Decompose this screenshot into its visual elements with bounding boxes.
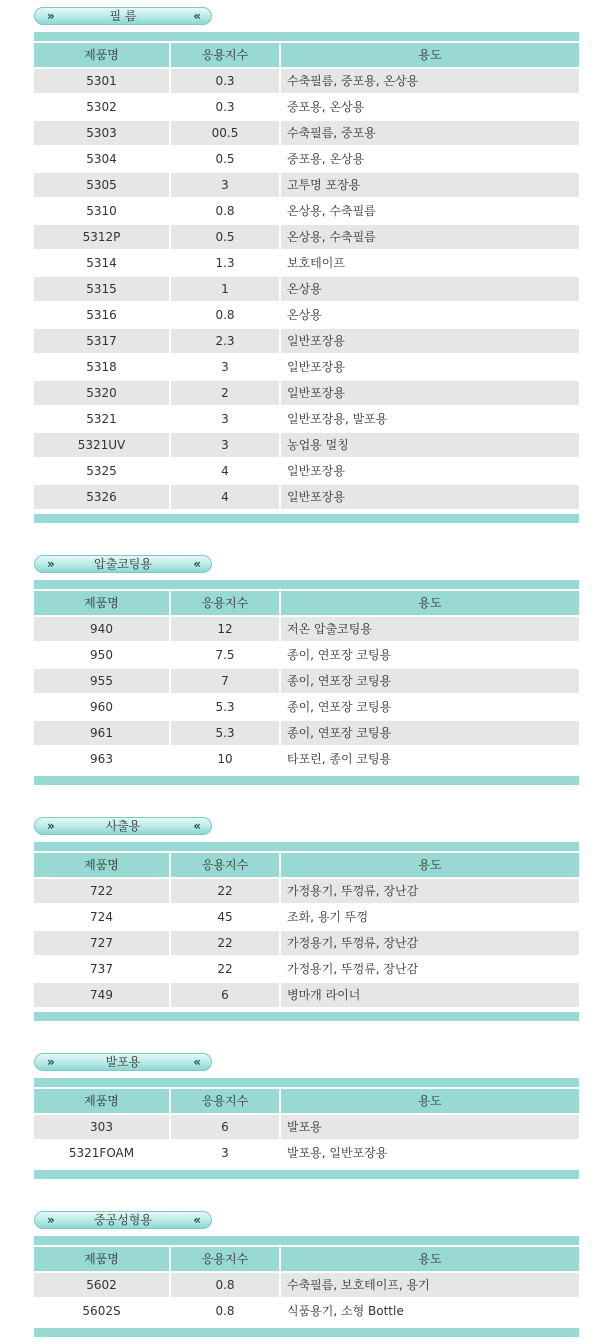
double-chevron-left-icon: « <box>193 9 201 23</box>
index-value-cell: 0.8 <box>171 1273 279 1297</box>
index-value-cell: 0.5 <box>171 225 279 249</box>
use-cell: 식품용기, 소형 Bottle <box>287 1304 404 1318</box>
column-header-product: 제품명 <box>34 1089 169 1113</box>
double-chevron-left-icon: « <box>193 819 201 833</box>
use-cell: 수축필름, 보호테이프, 용기 <box>281 1273 579 1297</box>
product-name-cell: 940 <box>34 617 169 641</box>
table-row <box>34 1273 579 1299</box>
table-header-row <box>34 1247 579 1273</box>
double-chevron-right-icon: » <box>47 557 55 571</box>
use-cell: 온상용 <box>287 308 322 322</box>
table-row <box>34 433 579 459</box>
use-cell: 중포용, 온상용 <box>287 100 365 114</box>
index-value-cell: 0.3 <box>215 100 235 114</box>
product-name-cell: 5602 <box>34 1273 169 1297</box>
double-chevron-left-icon: « <box>193 1055 201 1069</box>
column-header-use: 용도 <box>281 853 579 877</box>
use-cell: 온상용 <box>281 277 579 301</box>
table-header-row <box>34 853 579 879</box>
column-header-product: 제품명 <box>34 43 169 67</box>
index-value-cell: 3 <box>171 433 279 457</box>
index-value-cell: 3 <box>221 360 229 374</box>
table-bottom-bar <box>34 1012 579 1021</box>
use-cell: 종이, 연포장 코팅용 <box>281 669 579 693</box>
table-bottom-bar <box>34 514 579 523</box>
column-header-use: 용도 <box>281 1089 579 1113</box>
table-top-bar <box>34 842 579 851</box>
section-title-tab <box>34 1053 212 1071</box>
table-row <box>34 1115 579 1141</box>
table-row <box>34 617 579 643</box>
table-top-bar <box>34 580 579 589</box>
table-row <box>34 721 579 747</box>
section-title-tab <box>34 1211 212 1229</box>
table-row <box>34 277 579 303</box>
product-name-cell: 5326 <box>34 485 169 509</box>
product-name-cell: 5321 <box>86 412 117 426</box>
table-row <box>34 459 579 485</box>
use-cell: 종이, 연포장 코팅용 <box>281 721 579 745</box>
double-chevron-right-icon: » <box>47 9 55 23</box>
use-cell: 가정용기, 뚜껑류, 장난감 <box>281 879 579 903</box>
column-header-use: 용도 <box>281 1247 579 1271</box>
index-value-cell: 3 <box>221 412 229 426</box>
use-cell: 일반포장용 <box>281 485 579 509</box>
use-cell: 가정용기, 뚜껑류, 장난감 <box>281 931 579 955</box>
product-name-cell: 724 <box>90 910 113 924</box>
product-name-cell: 5315 <box>34 277 169 301</box>
index-value-cell: 3 <box>171 173 279 197</box>
index-value-cell: 5.3 <box>215 700 235 714</box>
section-title: 사출용 <box>105 819 141 833</box>
double-chevron-left-icon: « <box>193 1213 201 1227</box>
column-header-index: 응용지수 <box>171 591 279 615</box>
index-value-cell: 10 <box>217 752 233 766</box>
product-name-cell: 955 <box>34 669 169 693</box>
product-name-cell: 5325 <box>86 464 117 478</box>
product-name-cell: 5602S <box>82 1304 121 1318</box>
use-cell: 수축필름, 중포용, 온상용 <box>281 69 579 93</box>
section-title-tab <box>34 7 212 25</box>
use-cell: 발포용 <box>281 1115 579 1139</box>
table-row <box>34 643 579 669</box>
table-row <box>34 1299 579 1325</box>
index-value-cell: 0.8 <box>215 1304 235 1318</box>
section-title-tab <box>34 555 212 573</box>
product-name-cell: 5316 <box>86 308 117 322</box>
table-bottom-bar <box>34 1328 579 1337</box>
table-row <box>34 173 579 199</box>
index-value-cell: 2.3 <box>171 329 279 353</box>
use-cell: 일반포장용 <box>287 360 345 374</box>
table-bottom-bar <box>34 1170 579 1179</box>
use-cell: 수축필름, 중포용 <box>281 121 579 145</box>
table-row <box>34 407 579 433</box>
product-name-cell: 5314 <box>86 256 117 270</box>
use-cell: 저온 압출코팅용 <box>281 617 579 641</box>
table-row <box>34 329 579 355</box>
index-value-cell: 1 <box>171 277 279 301</box>
index-value-cell: 0.3 <box>171 69 279 93</box>
column-header-use: 용도 <box>281 43 579 67</box>
index-value-cell: 22 <box>171 879 279 903</box>
product-name-cell: 737 <box>90 962 113 976</box>
use-cell: 발포용, 일반포장용 <box>287 1146 388 1160</box>
product-name-cell: 5301 <box>34 69 169 93</box>
table-row <box>34 905 579 931</box>
index-value-cell: 1.3 <box>215 256 235 270</box>
index-value-cell: 0.5 <box>215 152 235 166</box>
section-title: 중공성형용 <box>94 1213 152 1227</box>
use-cell: 고투명 포장용 <box>281 173 579 197</box>
product-name-cell: 5320 <box>34 381 169 405</box>
table-row <box>34 251 579 277</box>
section-title-tab <box>34 817 212 835</box>
index-value-cell: 3 <box>221 1146 229 1160</box>
table-top-bar <box>34 1236 579 1245</box>
index-value-cell: 0.8 <box>215 308 235 322</box>
table-row <box>34 485 579 511</box>
index-value-cell: 22 <box>217 962 233 976</box>
table-row <box>34 957 579 983</box>
use-cell: 보호테이프 <box>287 256 345 270</box>
use-cell: 가정용기, 뚜껑류, 장난감 <box>287 962 419 976</box>
column-header-index: 응용지수 <box>171 1247 279 1271</box>
product-name-cell: 5302 <box>86 100 117 114</box>
product-name-cell: 5321FOAM <box>68 1146 135 1160</box>
column-header-index: 응용지수 <box>171 43 279 67</box>
use-cell: 조화, 용기 뚜껑 <box>287 910 368 924</box>
table-row <box>34 695 579 721</box>
index-value-cell: 4 <box>221 464 229 478</box>
index-value-cell: 4 <box>171 485 279 509</box>
product-name-cell: 5318 <box>86 360 117 374</box>
table-bottom-bar <box>34 776 579 785</box>
use-cell: 병마개 라이너 <box>281 983 579 1007</box>
product-name-cell: 5310 <box>86 204 117 218</box>
product-name-cell: 5304 <box>86 152 117 166</box>
product-name-cell: 303 <box>34 1115 169 1139</box>
table-row <box>34 303 579 329</box>
column-header-use: 용도 <box>281 591 579 615</box>
use-cell: 일반포장용 <box>287 464 345 478</box>
product-name-cell: 749 <box>34 983 169 1007</box>
product-name-cell: 722 <box>34 879 169 903</box>
product-name-cell: 5303 <box>34 121 169 145</box>
index-value-cell: 12 <box>171 617 279 641</box>
section-title: 발포용 <box>105 1055 141 1069</box>
double-chevron-right-icon: » <box>47 1055 55 1069</box>
table-row <box>34 199 579 225</box>
product-name-cell: 961 <box>34 721 169 745</box>
table-row <box>34 69 579 95</box>
use-cell: 종이, 연포장 코팅용 <box>287 700 392 714</box>
product-name-cell: 5305 <box>34 173 169 197</box>
table-header-row <box>34 1089 579 1115</box>
table-row <box>34 121 579 147</box>
index-value-cell: 6 <box>171 1115 279 1139</box>
table-row <box>34 1141 579 1167</box>
double-chevron-right-icon: » <box>47 1213 55 1227</box>
table-row <box>34 355 579 381</box>
section-title: 필 름 <box>109 9 137 23</box>
use-cell: 일반포장용, 발포용 <box>287 412 388 426</box>
table-row <box>34 381 579 407</box>
index-value-cell: 6 <box>171 983 279 1007</box>
table-row <box>34 225 579 251</box>
table-row <box>34 669 579 695</box>
product-name-cell: 5317 <box>34 329 169 353</box>
product-name-cell: 950 <box>90 648 113 662</box>
use-cell: 종이, 연포장 코팅용 <box>287 648 392 662</box>
use-cell: 일반포장용 <box>281 381 579 405</box>
column-header-product: 제품명 <box>34 853 169 877</box>
product-name-cell: 727 <box>34 931 169 955</box>
use-cell: 일반포장용 <box>281 329 579 353</box>
double-chevron-left-icon: « <box>193 557 201 571</box>
table-row <box>34 879 579 905</box>
table-row <box>34 95 579 121</box>
column-header-index: 응용지수 <box>171 1089 279 1113</box>
product-name-cell: 960 <box>90 700 113 714</box>
use-cell: 농업용 멀칭 <box>281 433 579 457</box>
table-top-bar <box>34 32 579 41</box>
use-cell: 온상용, 수축필름 <box>287 204 376 218</box>
use-cell: 중포용, 온상용 <box>287 152 365 166</box>
table-top-bar <box>34 1078 579 1087</box>
double-chevron-right-icon: » <box>47 819 55 833</box>
product-name-cell: 5312P <box>34 225 169 249</box>
column-header-product: 제품명 <box>34 591 169 615</box>
index-value-cell: 7 <box>171 669 279 693</box>
index-value-cell: 2 <box>171 381 279 405</box>
use-cell: 온상용, 수축필름 <box>281 225 579 249</box>
section-title: 압출코팅용 <box>94 557 152 571</box>
index-value-cell: 00.5 <box>171 121 279 145</box>
index-value-cell: 0.8 <box>215 204 235 218</box>
table-header-row <box>34 591 579 617</box>
product-name-cell: 5321UV <box>34 433 169 457</box>
column-header-index: 응용지수 <box>171 853 279 877</box>
table-row <box>34 747 579 773</box>
index-value-cell: 22 <box>171 931 279 955</box>
table-row <box>34 147 579 173</box>
index-value-cell: 45 <box>217 910 233 924</box>
use-cell: 타포린, 종이 코팅용 <box>287 752 392 766</box>
table-row <box>34 983 579 1009</box>
index-value-cell: 5.3 <box>171 721 279 745</box>
table-row <box>34 931 579 957</box>
table-header-row <box>34 43 579 69</box>
index-value-cell: 7.5 <box>215 648 235 662</box>
product-name-cell: 963 <box>90 752 113 766</box>
column-header-product: 제품명 <box>34 1247 169 1271</box>
